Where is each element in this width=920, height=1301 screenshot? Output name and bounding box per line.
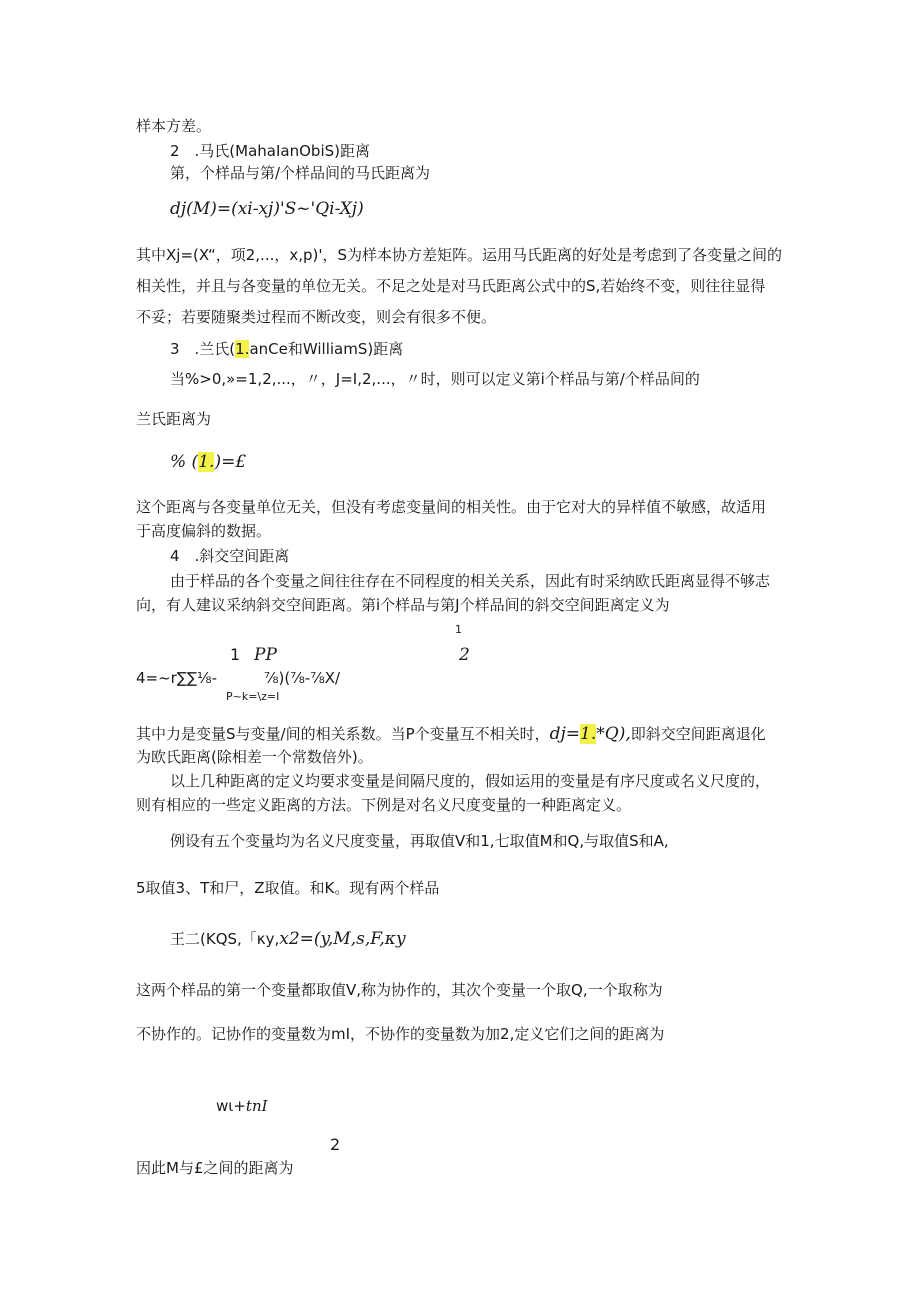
text-line: 因此M与£之间的距离为 (136, 1159, 294, 1177)
highlight-mark: 1. (235, 340, 250, 358)
text-line: 这两个样品的第一个变量都取值V,称为协作的，其次个变量一个取Q,一个取称为 (136, 981, 663, 999)
formula-mahalanobis: dj(M)=(xi-xj)'S~'Qi-Xj) (170, 199, 364, 219)
formula-part: wι+ (216, 1097, 246, 1115)
formula-denominator: 2 (330, 1135, 341, 1154)
inline-formula: x2=(y,M,s,F,κy (279, 929, 406, 949)
formula-lance-williams (170, 452, 246, 472)
text-line (136, 724, 766, 744)
formula-part: )=£ (214, 452, 247, 472)
formula-exponent: 2 (459, 645, 470, 665)
highlight-mark: 1. (198, 452, 215, 472)
formula-subscript: P~k=\z=I (226, 690, 280, 703)
text-segment: 其中力是变量S与变量/间的相关系数。当P个变量互不相关时， (136, 725, 550, 743)
formula-pp: PP (254, 645, 277, 665)
text-line: 则有相应的一些定义距离的方法。下例是对名义尺度变量的一种距离定义。 (136, 796, 632, 814)
formula-part: *Q), (596, 724, 631, 744)
text-line: 例设有五个变量均为名义尺度变量，再取值V和1,七取值M和Q,与取值S和A, (170, 832, 669, 850)
section-heading: 2 .马氏(MahaIanObiS)距离 (170, 142, 370, 160)
text-line: 这个距离与各变量单位无关，但没有考虑变量间的相关性。由于它对大的异样值不敏感，故适用 (136, 498, 767, 516)
formula-superscript: 1 (455, 623, 462, 636)
formula-part: % ( (170, 452, 199, 472)
formula-part: dj= (549, 724, 581, 744)
section-heading (170, 339, 403, 359)
text-line: 由于样品的各个变量之间往往存在不同程度的相关关系，因此有时采纳欧氏距离显得不够志 (170, 572, 771, 590)
formula-oblique-terms: ⅞)(⅞-⅞X/ (264, 669, 341, 687)
formula-part: tnI (245, 1097, 268, 1115)
text-line: 于高度偏斜的数据。 (136, 522, 272, 540)
formula-fraction-one: 1 (230, 645, 241, 664)
formula-distance (216, 1096, 268, 1116)
section-heading: 4 .斜交空间距离 (170, 547, 290, 565)
inline-formula (550, 724, 631, 744)
text-line: 5取值3、T和尸，Z取值。和K。现有两个样品 (136, 879, 440, 897)
highlight-mark: 1. (580, 724, 597, 744)
text-line: 不妥；若要随聚类过程而不断改变，则会有很多不便。 (136, 308, 497, 326)
formula-oblique-main: 4=~r∑∑⅛- (136, 669, 218, 687)
heading-suffix: anCe和WilliamS)距离 (249, 340, 404, 358)
text-line: 兰氏距离为 (136, 410, 212, 428)
text-line: 样本方差。 (136, 117, 212, 135)
text-line: 其中Xj=(X“，项2,...，x,p)'，S为样本协方差矩阵。运用马氏距离的好处是考虑到了各变量之间的 (136, 246, 783, 264)
text-line: 不协作的。记协作的变量数为mI，不协作的变量数为加2,定义它们之间的距离为 (136, 1025, 665, 1043)
heading-prefix: 3 .兰氏( (170, 340, 236, 358)
text-line: 第，个样品与第/个样品间的马氏距离为 (170, 164, 431, 182)
text-line: 以上几种距离的定义均要求变量是间隔尺度的，假如运用的变量是有序尺度或名义尺度的， (170, 772, 771, 790)
text-segment: 即斜交空间距离退化 (630, 725, 766, 743)
text-line: 向，有人建议采纳斜交空间距离。第i个样品与第J个样品间的斜交空间距离定义为 (136, 596, 670, 614)
text-segment: 王二(KQS,「κy, (170, 930, 280, 948)
text-line: 相关性，并且与各变量的单位无关。不足之处是对马氏距离公式中的S,若始终不变，则往往显得 (136, 277, 766, 295)
sample-definition (170, 929, 406, 949)
text-line: 为欧氏距离(除相差一个常数倍外)。 (136, 748, 373, 766)
text-line: 当%>0,»=1,2,...，〃，J=I,2,...，〃时，则可以定义第i个样品与第/个样品间的 (170, 370, 700, 388)
